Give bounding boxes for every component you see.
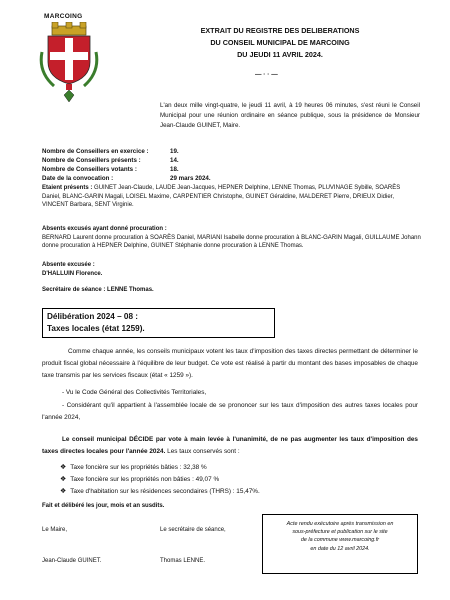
list-item xyxy=(60,486,260,498)
header-line-1: EXTRAIT DU REGISTRE DES DELIBERATIONS xyxy=(200,26,360,35)
deliberation-title-box xyxy=(42,308,275,338)
header-line-2: DU CONSEIL MUNICIPAL DE MARCOING xyxy=(210,38,350,47)
diamond-bullet-icon: ❖ xyxy=(60,464,67,471)
intro-paragraph: L'an deux mille vingt-quatre, le jeudi 11 avril, à 19 heures 06 minutes, s'est réuni le Conseil Municipal pour une réunion ordinaire en séance publique, sous la présidence de Monsieur Jean-Claude GUINET, Maire. xyxy=(160,102,420,129)
document-header xyxy=(150,25,410,61)
count-value: 14. xyxy=(170,157,179,164)
context-paragraph: Comme chaque année, les conseils municipaux votent les taux d'imposition des taxes directes permettant de déterminer le produit fiscal global nécessaire à l'équilibre de leur budget. Ce vote est réalisé à partir du montant des bases imposables de chaque taxe transmis par les services fiscaux (état « 1259 »). xyxy=(42,348,418,379)
deliberation-number: Délibération 2024 – 08 : xyxy=(47,312,139,321)
count-value: 18. xyxy=(170,166,179,173)
excused-proxy-list: BERNARD Laurent donne procuration à SOARÈS Daniel, MARIANI Isabelle donne procuration à BLANC-GARIN Magali, GUILLAUME Johann donne procuration à HEPNER Delphine, GUINET Stéphanie donne procuration à LENNE Thomas. xyxy=(42,234,421,250)
rates-list xyxy=(60,462,260,499)
secretary-label: Secrétaire de séance : xyxy=(42,287,106,293)
council-counts xyxy=(42,147,211,183)
count-label: Nombre de Conseillers votants : xyxy=(42,166,137,173)
diamond-bullet-icon: ❖ xyxy=(60,488,67,496)
mayor-name: Jean-Claude GUINET. xyxy=(42,558,102,564)
secretary-signature-name: Thomas LENNE. xyxy=(160,558,206,564)
decision-text: Le conseil municipal DÉCIDE par vote à main levée à l'unanimité, de ne pas augmenter les taux d'imposition des taxes directes locales pour l'année 2024. xyxy=(42,436,418,455)
count-value: 29 mars 2024. xyxy=(170,175,211,182)
present-list: GUINET Jean-Claude, LAUDE Jean-Jacques, HEPNER Delphine, LENNE Thomas, PLUVINAGE Sybille, SOARÈS Daniel, BLANC-GARIN Magali, LOISEL Maxime, CARPENTIER Christophe, GUINET Géraldine, MALDERET Pierre, DRIEUX Didier, VINCENT Barbara, SENT Virginie. xyxy=(42,185,401,209)
count-row xyxy=(42,165,211,174)
list-item xyxy=(60,474,260,486)
decision-rates-intro: Les taux conservés sont : xyxy=(167,447,240,455)
excused-proxy-label: Absents excusés ayant donné procuration : xyxy=(42,226,167,232)
mayor-title: Le Maire, xyxy=(42,527,68,533)
excused-name: D'HALLUIN Florence. xyxy=(42,270,103,277)
count-value: 19. xyxy=(170,148,179,155)
secretary-name: LENNE Thomas. xyxy=(107,287,154,293)
secretary-block xyxy=(42,286,422,295)
count-row xyxy=(42,156,211,165)
considerant-assembly: - Considérant qu'il appartient à l'assemblée locale de se prononcer sur les taux d'imposition des autres taxes locales pour l'année 2024, xyxy=(42,402,418,421)
enforceability-stamp xyxy=(262,514,418,574)
stamp-line: Acte rendu exécutoire après transmission en xyxy=(286,521,394,527)
secretary-title: Le secrétaire de séance, xyxy=(160,527,226,533)
present-label: Etaient présents : xyxy=(42,185,93,191)
header-separator: — · · — xyxy=(255,71,278,78)
stamp-line: en date du 12 avril 2024. xyxy=(310,545,370,552)
rate-text: Taxe foncière sur les propriétés bâties : 32,38 % xyxy=(70,464,207,471)
present-members xyxy=(42,184,420,210)
diamond-bullet-icon: ❖ xyxy=(60,476,67,484)
count-label: Nombre de Conseillers présents : xyxy=(42,157,141,164)
town-crest-logo xyxy=(38,22,100,104)
stamp-line: de la commune www.marcoing.fr xyxy=(300,537,380,544)
count-row xyxy=(42,174,211,183)
header-line-3: DU JEUDI 11 AVRIL 2024. xyxy=(237,50,323,59)
town-name: MARCOING xyxy=(44,13,83,20)
excused-block xyxy=(42,261,422,278)
deliberation-title: Taxes locales (état 1259). xyxy=(47,323,145,333)
count-label: Date de la convocation : xyxy=(42,175,114,182)
list-item xyxy=(60,462,260,474)
rate-text: Taxe foncière sur les propriétés non bâties : 49,07 % xyxy=(70,476,220,484)
crest-medal xyxy=(64,84,74,102)
count-row xyxy=(42,147,211,156)
excused-label: Absente excusée : xyxy=(42,262,95,268)
considerant-cgct: - Vu le Code Général des Collectivités Territoriales, xyxy=(62,389,207,396)
excused-proxy-block xyxy=(42,225,422,251)
stamp-line: sous-préfecture et publication sur le site xyxy=(292,529,388,536)
count-label: Nombre de Conseillers en exercice : xyxy=(42,148,149,155)
closing-statement: Fait et délibéré les jour, mois et an susdits. xyxy=(42,503,165,509)
decision-paragraph xyxy=(42,434,418,458)
rate-text: Taxe d'habitation sur les résidences secondaires (THRS) : 15,47%. xyxy=(70,488,260,496)
crest-crown xyxy=(52,22,86,35)
